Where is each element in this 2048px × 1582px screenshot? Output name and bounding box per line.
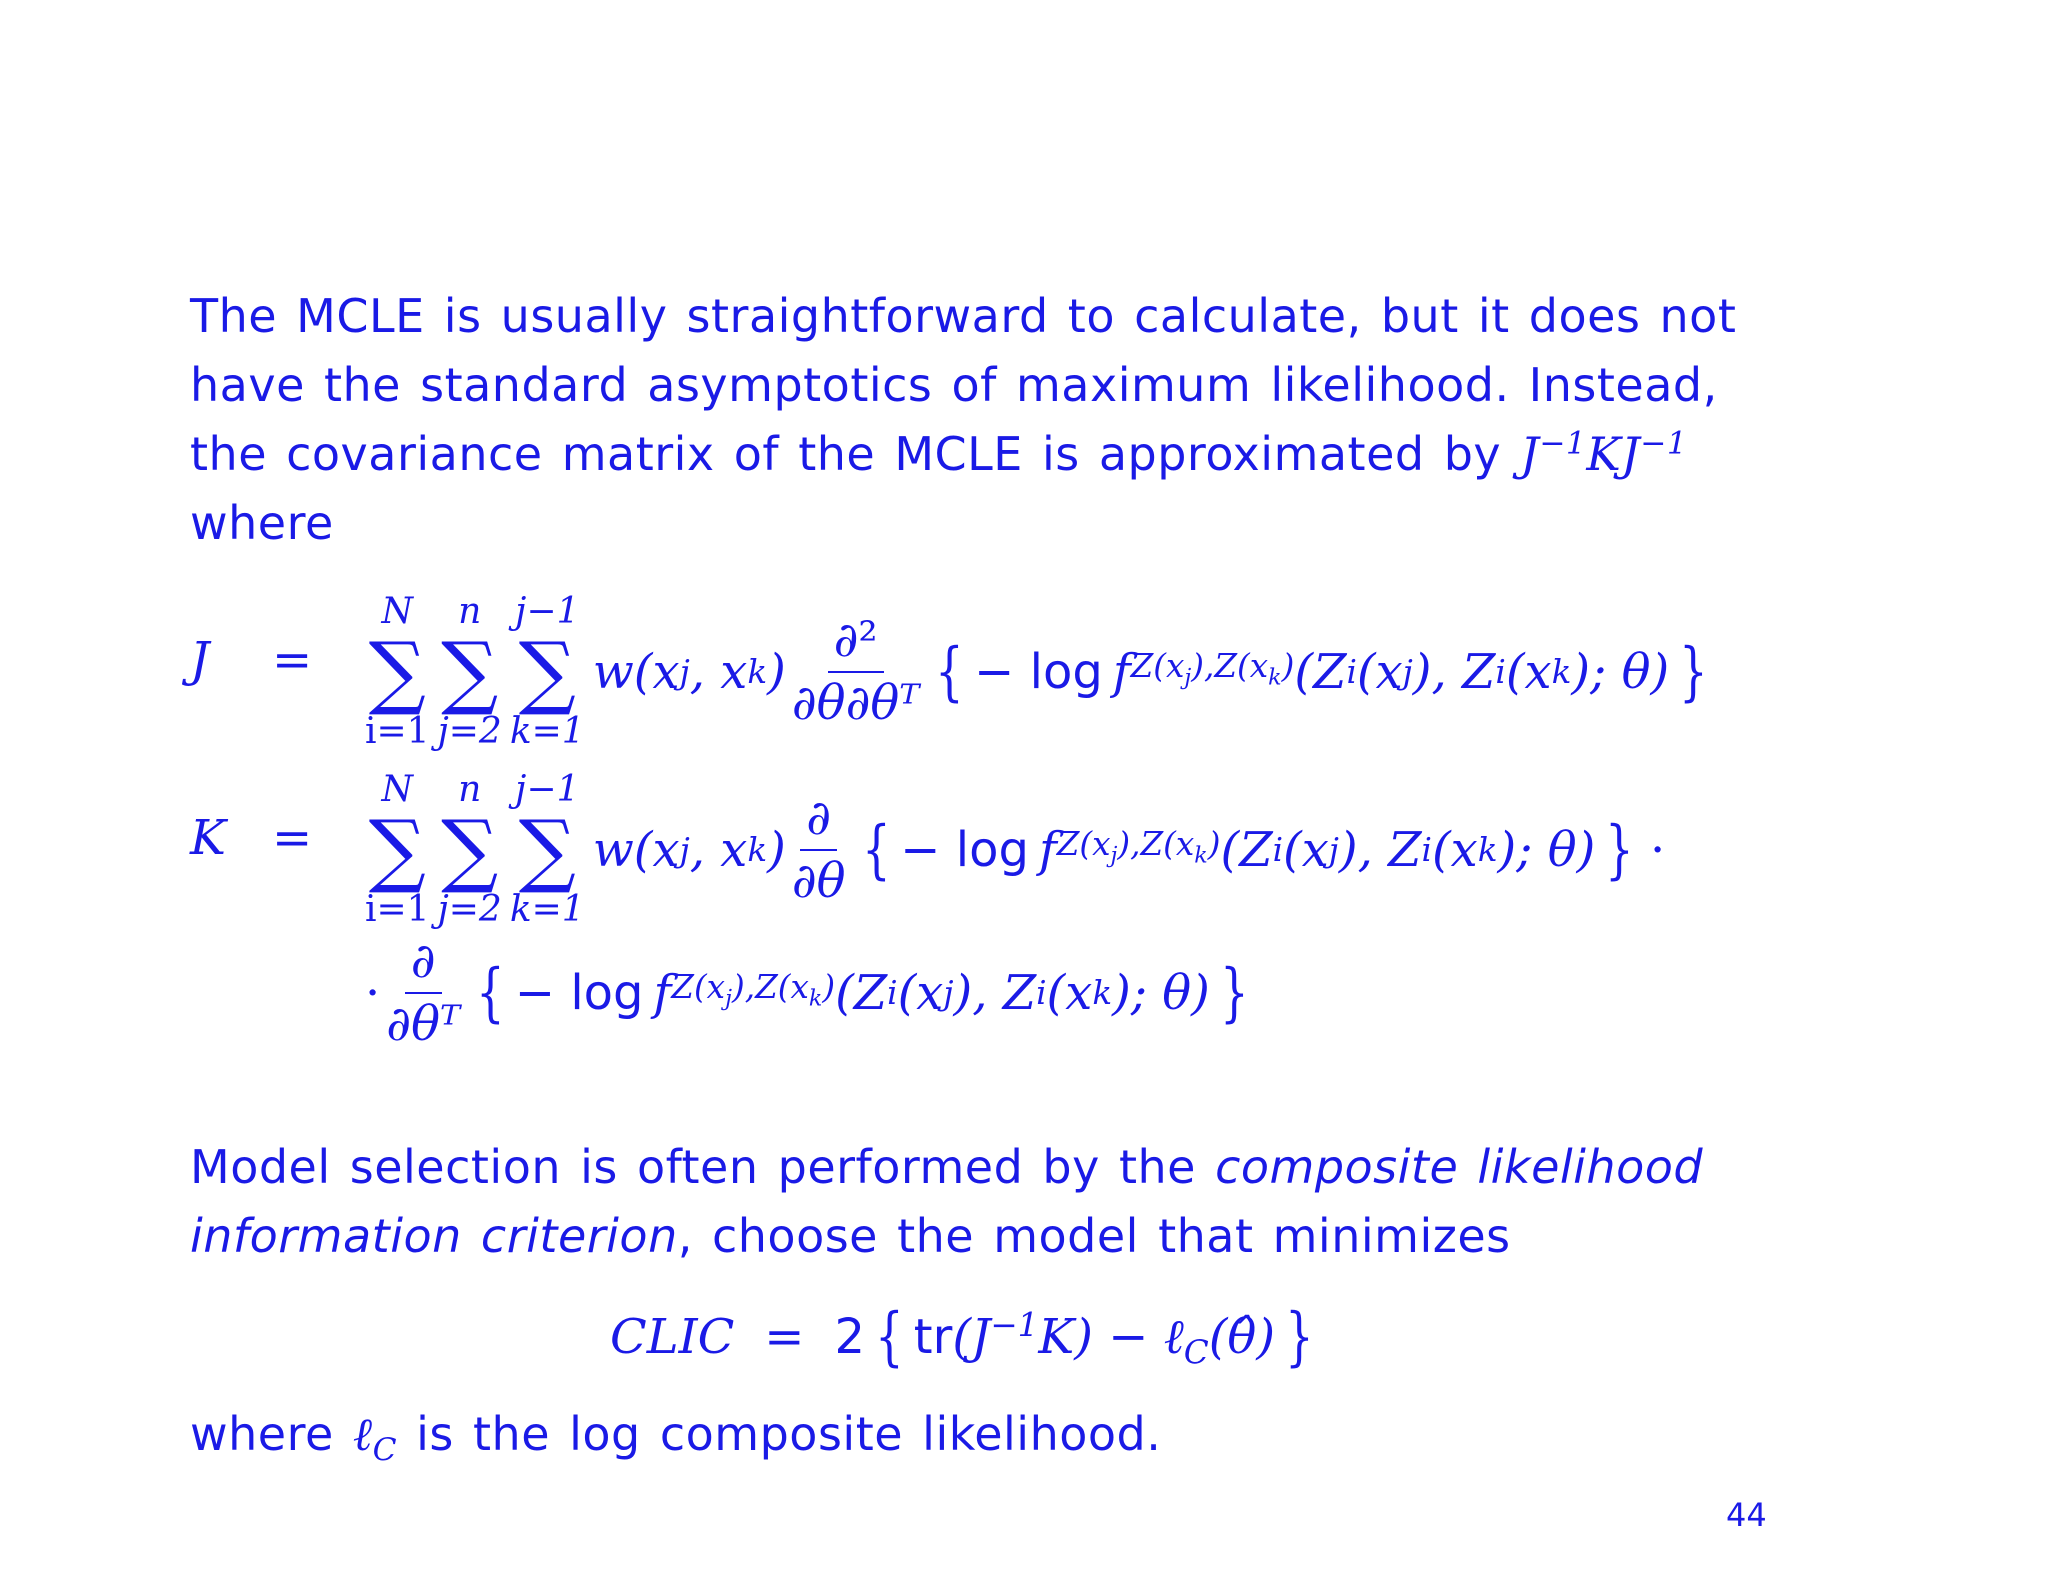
selection-text-1: Model selection is often performed by the — [190, 1140, 1196, 1194]
K2-density: f $Z(x_j),Z(x_k)$ (Z i (x j ), Z i (x k ); θ) — [653, 964, 1210, 1021]
selection-text-2: , choose the model that minimizes — [677, 1209, 1511, 1263]
clic-label: CLIC — [610, 1309, 735, 1365]
K2-dot: · — [365, 964, 381, 1021]
clic-tr: tr — [913, 1309, 953, 1365]
covariance-formula: $J^{-1}KJ^{-1}$ — [1520, 425, 1688, 481]
K-dot: · — [1650, 822, 1666, 878]
clic-inner: $(J^{-1}K)$ − ℓ$_C$(θ̂) — [952, 1306, 1276, 1372]
K2-derivative: $\frac{\partial}{\text{∂θᵀ}}$ — [386, 933, 461, 1052]
K-weight: w(x j , x k ) — [592, 822, 786, 878]
J-density: f $Z(x_j),Z(x_k)$ (Z i (x j ), Z i (x k ); θ) — [1112, 644, 1670, 700]
where-text: where — [190, 1407, 334, 1461]
intro-line-1: The MCLE is usually straightforward to calculate, but it does not — [190, 289, 1737, 343]
sum-k: j−1 ∑ k=1 — [509, 591, 585, 752]
paragraph-intro — [190, 282, 1870, 558]
K-rhs: N ∑ i=1 n ∑ j=2 j−1 ∑ k=1 w(x j , x k ) $\frac{\partial}{\partial\theta}$ { − log f $Z(x_j),Z(x_k)$ (Z i (x j ), Z i (x k ); θ) } · — [365, 769, 1666, 930]
equation-clic: CLIC = 2 { tr $(J^{-1}K)$ − ℓ$_C$(θ̂) } — [610, 1300, 1314, 1374]
J-equals: = — [272, 632, 313, 688]
intro-line-3: the covariance matrix of the MCLE is approximated by — [190, 427, 1502, 481]
J-log: − log — [974, 644, 1103, 700]
intro-line-2: have the standard asymptotics of maximum likelihood. Instead, — [190, 358, 1718, 412]
clic-equals: = — [764, 1309, 805, 1365]
J-weight: w(x j , x k ) — [592, 644, 786, 700]
where-text-after: is the log composite likelihood. — [416, 1407, 1162, 1461]
J-rhs: N ∑ i=1 n ∑ j=2 j−1 ∑ k=1 w(x j , x k ) $\frac{\text{∂²}}{\text{∂θ∂θᵀ}}$ { − log f $Z(x_j),Z(x_k)$ (Z i (x j ), Z i (x k ); θ) } — [365, 591, 1708, 752]
K2-rhs: · $\frac{\partial}{\text{∂θᵀ}}$ { − log f $Z(x_j),Z(x_k)$ (Z i (x j ), Z i (x k ); θ) } — [365, 933, 1249, 1052]
sum-i: N ∑ i=1 — [365, 591, 430, 752]
paragraph-model-selection — [190, 1133, 1870, 1271]
selection-italic-2: information criterion — [190, 1209, 678, 1263]
K-derivative: $\frac{\partial}{\partial\theta}$ — [791, 790, 846, 909]
K-label: K — [190, 810, 226, 866]
paragraph-where — [190, 1400, 1870, 1469]
clic-two: 2 — [834, 1309, 866, 1365]
K-equals: = — [272, 810, 313, 866]
intro-line-4: where — [190, 496, 334, 550]
page-number: 44 — [1726, 1496, 1767, 1534]
selection-italic-1: composite likelihood — [1215, 1140, 1704, 1194]
lc-symbol: ℓ$_C$ — [352, 1407, 398, 1469]
K-log: − log — [900, 822, 1029, 878]
K2-log: − log — [514, 964, 644, 1021]
K-density: f $Z(x_j),Z(x_k)$ (Z i (x j ), Z i (x k ); θ) — [1038, 822, 1596, 878]
sum-j: n ∑ j=2 — [437, 591, 502, 752]
J-label: J — [190, 632, 210, 688]
J-derivative: $\frac{\text{∂²}}{\text{∂θ∂θᵀ}}$ — [791, 612, 920, 731]
